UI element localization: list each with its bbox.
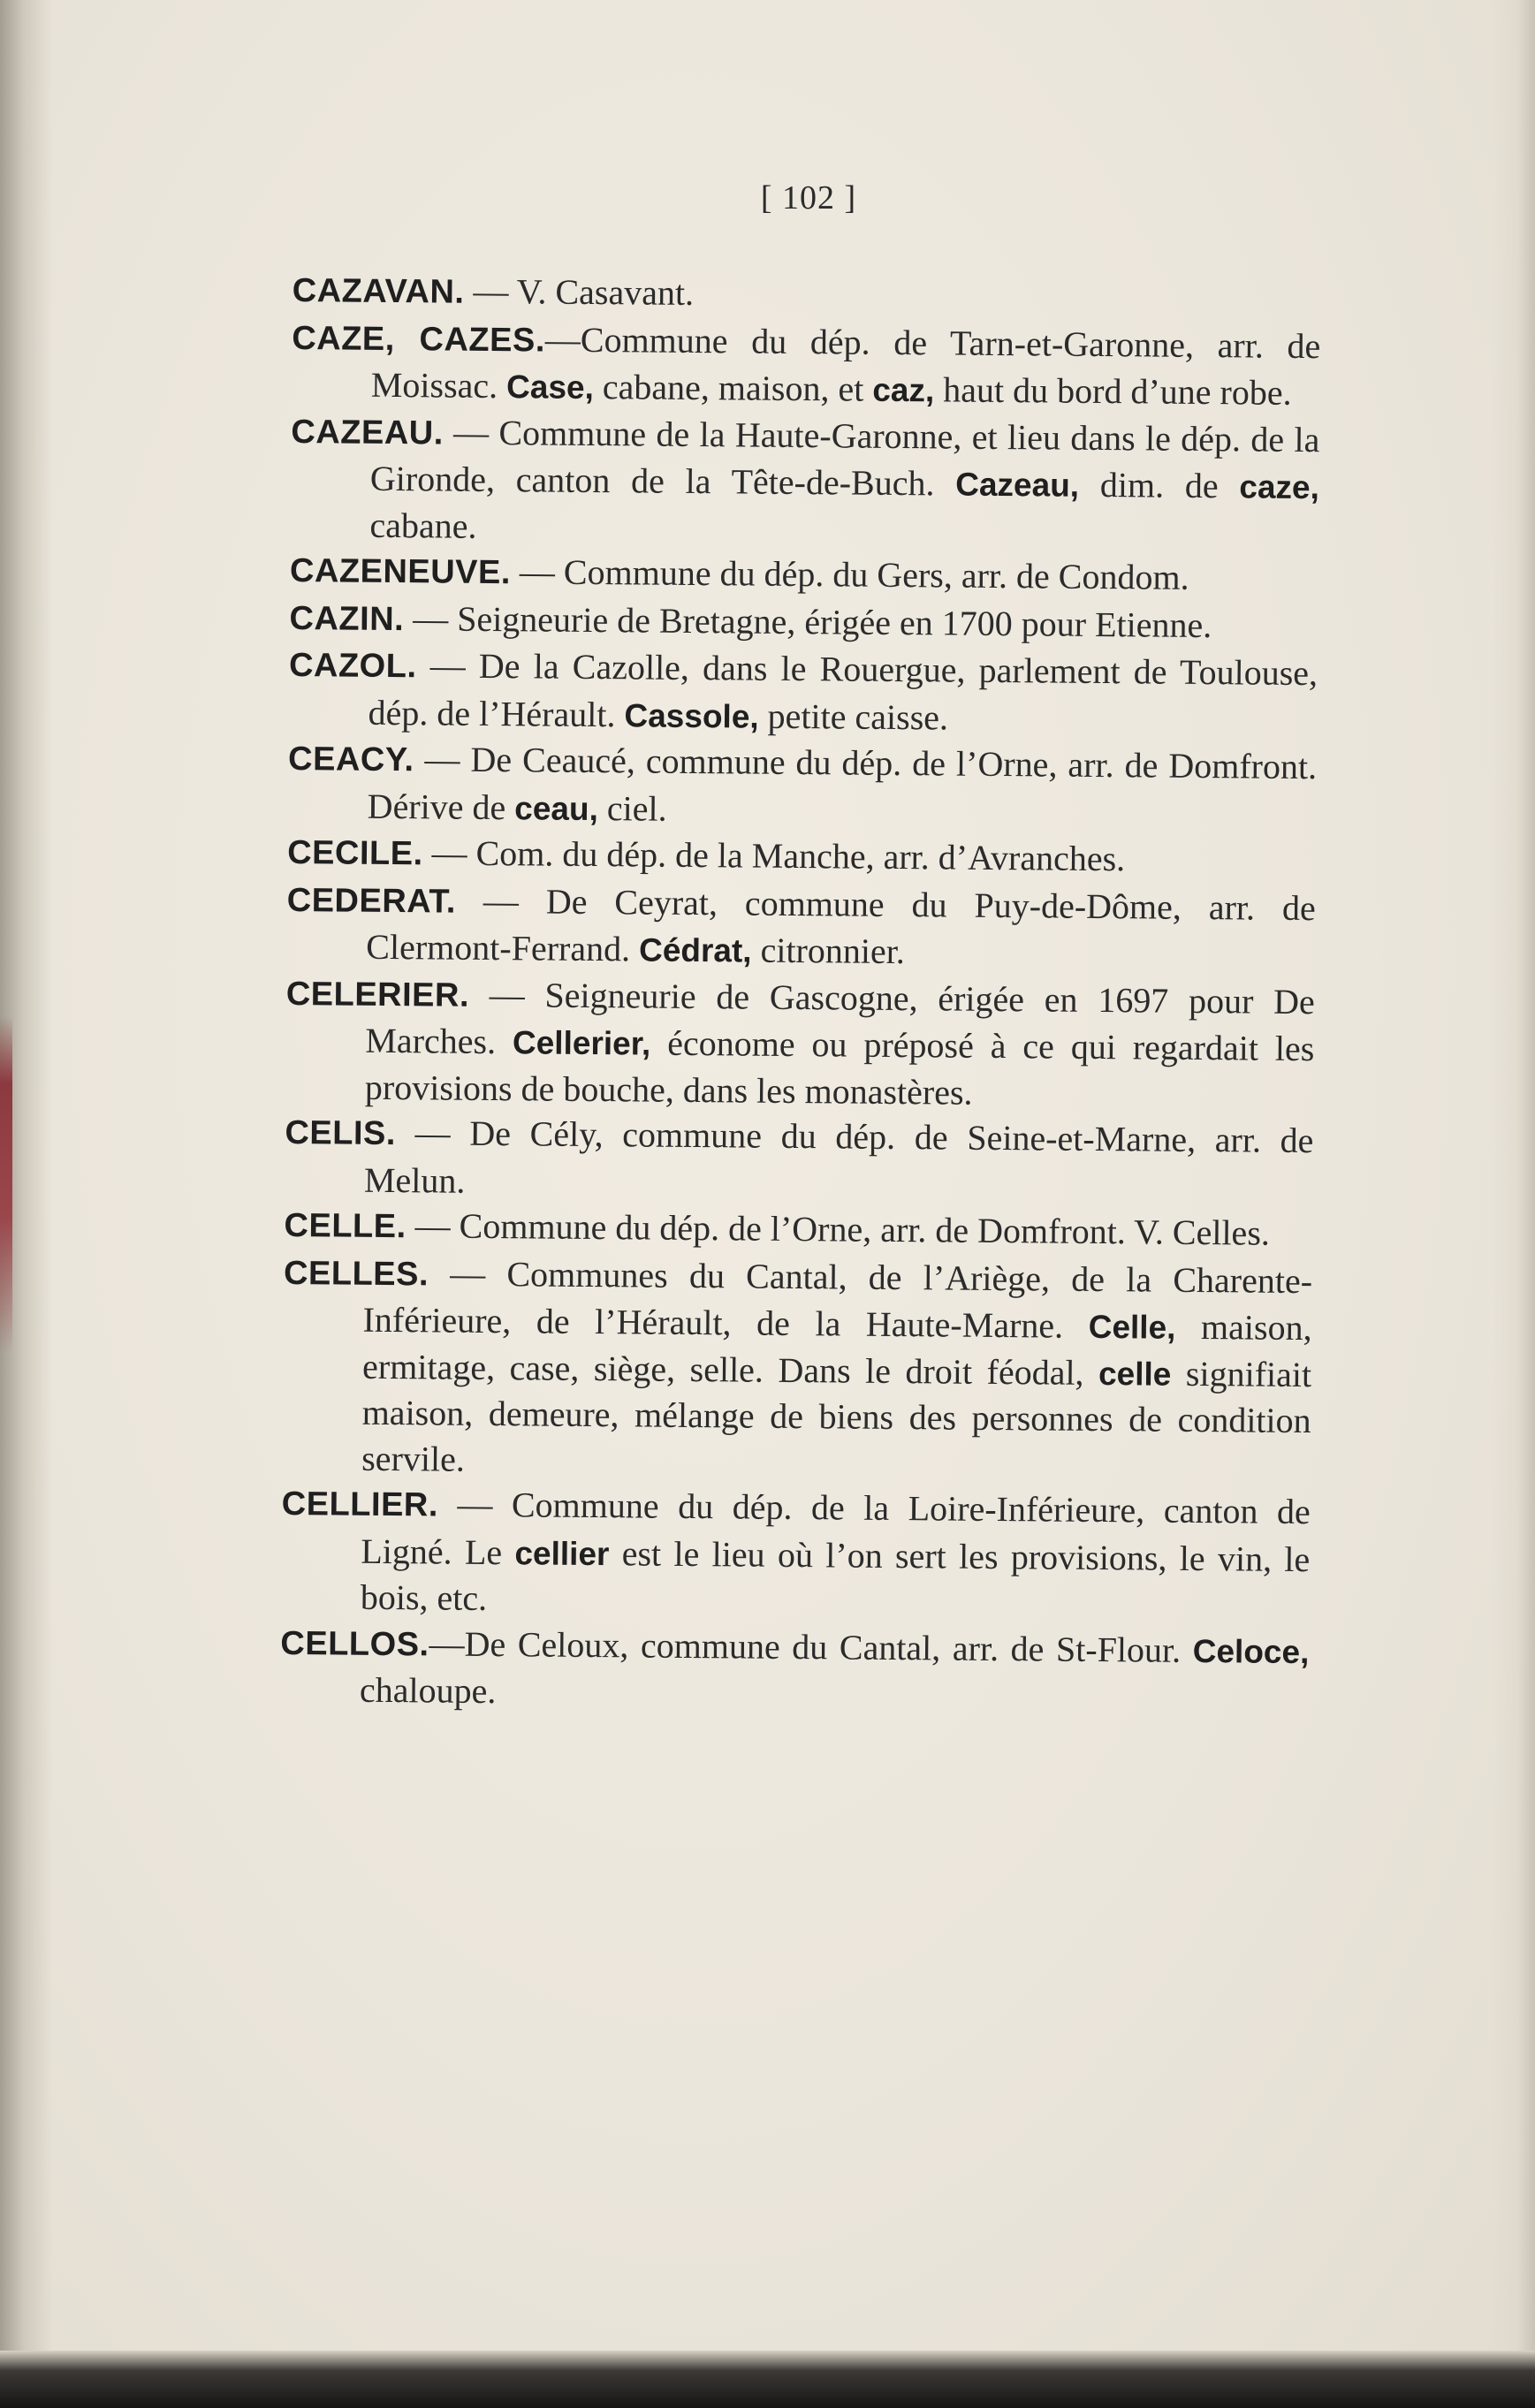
entry-definition-text: — Commune du dép. du Gers, arr. de Condom. — [510, 551, 1189, 597]
entry-headword: CELLES. — [283, 1254, 429, 1293]
entry-definition-text: — Seigneurie de Bretagne, érigée en 1700 pour Etienne. — [403, 597, 1212, 645]
entry-keyword: ceau, — [514, 789, 599, 827]
entry-keyword: Celoce, — [1192, 1632, 1310, 1670]
dictionary-entry — [287, 735, 1317, 838]
entry-headword: CELERIER. — [285, 975, 470, 1014]
dictionary-entry — [284, 1202, 1312, 1258]
entry-definition-text: — Commune du dép. de la Loire-Inférieure, canton de Ligné. Le — [361, 1484, 1311, 1572]
entry-definition-text: ciel. — [597, 787, 667, 829]
entry-keyword: celle — [1098, 1355, 1172, 1393]
dictionary-entry — [285, 969, 1315, 1118]
entry-keyword: caz, — [872, 371, 935, 409]
entry-headword: CELIS. — [285, 1113, 397, 1153]
entry-headword: CAZE, CAZES. — [292, 319, 546, 359]
dictionary-entry — [293, 267, 1321, 323]
entry-headword: CEDERAT. — [286, 881, 457, 921]
dictionary-entry — [288, 642, 1318, 744]
dictionary-entry — [287, 829, 1316, 885]
dictionary-entry — [285, 1109, 1314, 1211]
entry-headword: CECILE. — [287, 833, 423, 873]
entry-definition-text: — V. Casavant. — [464, 270, 695, 313]
entry-definition-text: cabane, maison, et — [593, 366, 873, 409]
entry-definition-text: signifiait maison, demeure, mélange de biens des personnes de condition servile. — [361, 1353, 1312, 1479]
entry-definition-text: citronnier. — [751, 930, 906, 972]
entry-keyword: Cédrat, — [638, 931, 752, 969]
entry-keyword: Case, — [505, 368, 595, 406]
entry-headword: CAZOL. — [288, 646, 417, 686]
dictionary-entry — [292, 314, 1321, 416]
entry-keyword: cellier — [514, 1534, 610, 1572]
entry-definition-text: — De Cély, commune du dép. de Seine-et-Marne, arr. de Melun. — [363, 1113, 1314, 1201]
entry-definition-text: —Commune du dép. de Tarn-et-Garonne, arr. de Moissac. — [370, 318, 1321, 406]
entry-keyword: Cellerier, — [512, 1024, 651, 1062]
entry-headword: CEACY. — [287, 740, 414, 779]
entry-definition-text: — Commune du dép. de l’Orne, arr. de Domfront. V. Celles. — [406, 1205, 1271, 1253]
entry-definition-text: — Seigneurie de Gascogne, érigée en 1697 pour De Marches. — [365, 974, 1315, 1062]
entry-headword: CELLIER. — [281, 1485, 439, 1524]
entry-headword: CAZAVAN. — [292, 271, 465, 311]
dictionary-entry — [290, 407, 1319, 556]
entry-headword: CAZEAU. — [291, 413, 444, 452]
entry-headword: CAZIN. — [289, 599, 405, 638]
entry-keyword: Cassole, — [624, 696, 759, 735]
entry-definition-text: — De Ceaucé, commune du dép. de l’Orne, arr. de Domfront. Dérive de — [367, 739, 1318, 827]
entry-keyword: Celle, — [1088, 1308, 1176, 1346]
entry-keyword: caze, — [1239, 468, 1320, 506]
dictionary-entries — [280, 267, 1321, 1721]
entry-headword: CELLOS. — [280, 1624, 429, 1663]
entry-definition-text: chaloupe. — [359, 1669, 497, 1712]
page-number: [ 102 ] — [760, 179, 857, 216]
entry-definition-text: maison, ermitage, case, siège, selle. Dans le droit féodal, — [361, 1306, 1312, 1393]
entry-headword: CAZENEUVE. — [289, 551, 512, 592]
scan-bottom-edge — [0, 2351, 1535, 2408]
dictionary-entry — [280, 1619, 1310, 1721]
dictionary-entry — [281, 1480, 1311, 1629]
entry-definition-text: —De Celoux, commune du Cantal, arr. de St-Flour. — [429, 1622, 1193, 1670]
dictionary-entry — [290, 547, 1318, 604]
entry-definition-text: — De Ceyrat, commune du Puy-de-Dôme, arr. de Clermont-Ferrand. — [366, 880, 1316, 969]
entry-definition-text: — Commune de la Haute-Garonne, et lieu dans le dép. de la Gironde, canton de la Tête-de-Buch. — [369, 411, 1320, 504]
entry-definition-text: économe ou préposé à ce qui regardait les provisions de bouche, dans les monastères. — [364, 1022, 1315, 1113]
entry-definition-text: — Com. du dép. de la Manche, arr. d’Avranches. — [422, 832, 1126, 879]
entry-definition-text: dim. de — [1078, 464, 1240, 506]
entry-headword: CELLE. — [284, 1206, 407, 1246]
red-bookmark-edge — [0, 1016, 12, 1352]
entry-definition-text: haut du bord d’une robe. — [934, 369, 1292, 413]
entry-definition-text: cabane. — [369, 505, 477, 546]
entry-definition-text: est le lieu où l’on sert les provisions, le vin, le bois, etc. — [360, 1532, 1311, 1618]
entry-definition-text: — Communes du Cantal, de l’Ariège, de la Charente-Inférieure, de l’Hérault, de la Haute-Marne. — [362, 1252, 1313, 1346]
entry-definition-text: petite caisse. — [758, 695, 949, 737]
entry-definition-text: — De la Cazolle, dans le Rouergue, parlement de Toulouse, dép. de l’Hérault. — [368, 645, 1318, 734]
dictionary-entry — [286, 876, 1316, 978]
entry-keyword: Cazeau, — [955, 466, 1080, 504]
dictionary-entry — [282, 1249, 1312, 1489]
page-right-edge — [1491, 0, 1535, 2408]
